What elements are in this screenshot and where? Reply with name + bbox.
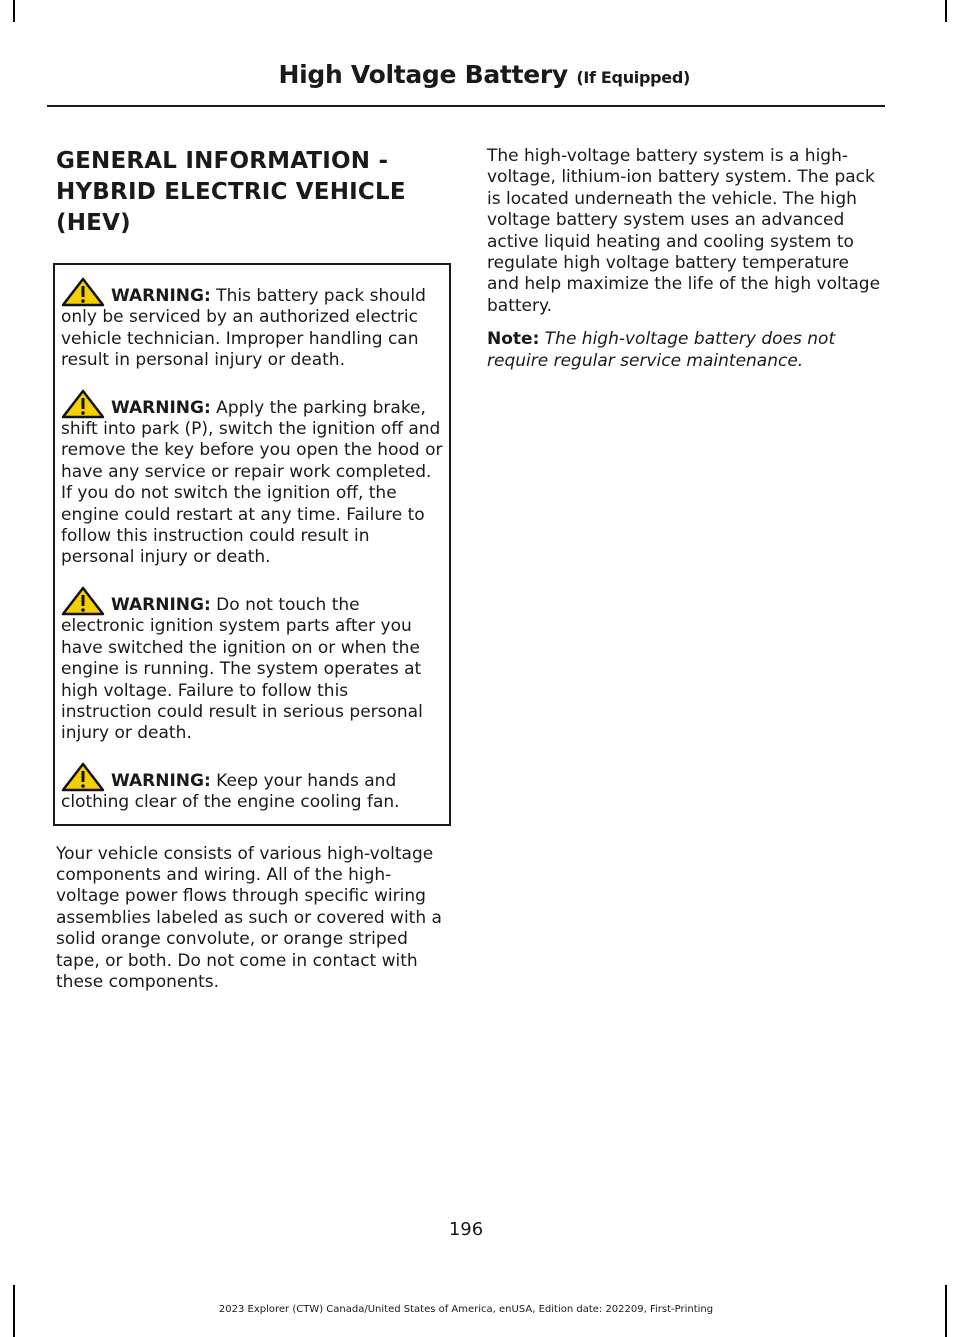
warning-item <box>61 389 443 569</box>
header-subtitle: (If Equipped) <box>576 68 690 87</box>
warning-item <box>61 762 443 814</box>
section-heading <box>56 146 446 239</box>
warning-item <box>61 277 443 372</box>
warning-box <box>53 263 451 826</box>
warning-text: Apply the parking brake, shift into park (P), switch the ignition off and remove the key before you open the hood or have any service or repair work completed. If you do not switch the ignition off, the engine could restart at any time. Failure to follow this instruction could result in personal injury or death. <box>61 397 443 568</box>
right-column <box>487 146 882 384</box>
note-label: Note: <box>487 329 540 350</box>
note-paragraph <box>487 329 882 372</box>
header-rule <box>47 105 885 107</box>
warning-triangle-icon <box>61 586 105 616</box>
section-heading-line: HYBRID ELECTRIC VEHICLE <box>56 179 406 205</box>
body-paragraph: The high-voltage battery system is a high-voltage, lithium-ion battery system. The pack is located underneath the vehicle. The high voltage battery system uses an advanced active liquid heating and cooling system to regulate high voltage battery temperature and help maximize the life of the high voltage battery. <box>487 146 881 316</box>
warning-label: WARNING: <box>111 286 211 306</box>
warning-triangle-icon <box>61 762 105 792</box>
warning-label: WARNING: <box>111 770 211 791</box>
warning-label: WARNING: <box>111 397 211 418</box>
warning-item <box>61 586 443 745</box>
header-title: High Voltage Battery <box>278 60 568 89</box>
warning-triangle-icon <box>61 389 105 419</box>
note-text: The high-voltage battery does not require regular service maintenance. <box>487 329 836 371</box>
warning-text: Keep your hands and clothing clear of the engine cooling fan. <box>61 770 400 813</box>
warning-text: Do not touch the electronic ignition system parts after you have switched the ignition on or when the engine is running. The system operates at high voltage. Failure to follow this instruction could result in serious personal injury or death. <box>61 594 423 744</box>
page-header <box>279 60 691 89</box>
section-heading-line: (HEV) <box>56 210 131 236</box>
left-column <box>56 146 446 1005</box>
section-heading-line: GENERAL INFORMATION - <box>56 148 389 174</box>
body-paragraph: Your vehicle consists of various high-voltage components and wiring. All of the high-voltage power flows through specific wiring assemblies labeled as such or covered with a solid orange convolute, or orange striped tape, or both. Do not come in contact with these components. <box>56 843 442 992</box>
warning-text: This battery pack should only be serviced by an authorized electric vehicle technician. Improper handling can result in personal injury or death. <box>61 286 426 371</box>
footer-text: 2023 Explorer (CTW) Canada/United States of America, enUSA, Edition date: 202209, First-Printing <box>218 1304 714 1315</box>
page-number: 196 <box>448 1219 484 1240</box>
crop-mark-top-left <box>13 0 15 22</box>
crop-mark-top-right <box>945 0 947 22</box>
warning-label: WARNING: <box>111 594 211 615</box>
warning-triangle-icon <box>61 277 105 307</box>
crop-mark-bottom-right <box>945 1285 947 1337</box>
